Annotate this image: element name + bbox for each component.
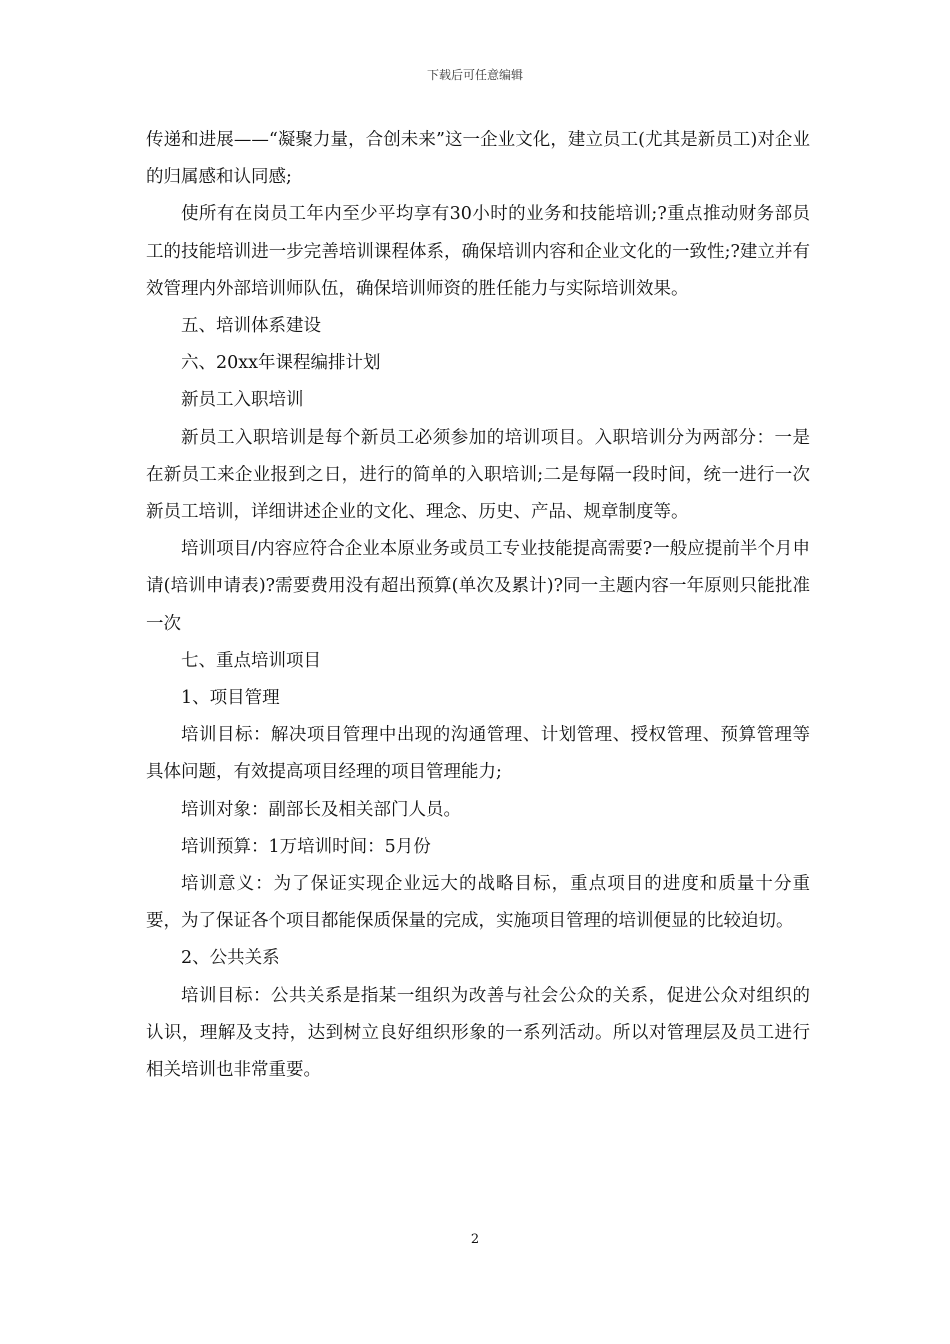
page-header: 下载后可任意编辑 (426, 68, 523, 82)
paragraph-pm-budget: 培训预算：1万培训时间：5月份 (181, 836, 431, 857)
paragraph-training-goals: 使所有在岗员工年内至少平均享有30小时的业务和技能培训;?重点推动财务部员工的技能培训进一步完善培训课程体系，确保培训内容和企业文化的一致性;?建立并有效管理内外部培训师队伍，确保培训师资的胜任能力与实际培训效果。 (146, 204, 810, 299)
heading-section-7: 七、重点培训项目 (181, 650, 321, 671)
heading-section-6: 六、20xx年课程编排计划 (181, 353, 381, 374)
subheading-new-employee-training: 新员工入职培训 (181, 390, 304, 411)
paragraph-culture-continuation: 传递和进展——“凝聚力量，合创未来”这一企业文化，建立员工(尤其是新员工)对企业的归属感和认同感; (146, 130, 810, 188)
paragraph-pm-goal: 培训目标：解决项目管理中出现的沟通管理、计划管理、授权管理、预算管理等具体问题，有效提高项目经理的项目管理能力; (146, 725, 810, 783)
heading-section-5: 五、培训体系建设 (181, 316, 321, 337)
paragraph-pm-significance: 培训意义：为了保证实现企业远大的战略目标，重点项目的进度和质量十分重要，为了保证各个项目都能保质保量的完成，实施项目管理的培训便显的比较迫切。 (146, 874, 810, 932)
paragraph-pr-goal: 培训目标：公共关系是指某一组织为改善与社会公众的关系，促进公众对组织的认识，理解及支持，达到树立良好组织形象的一系列活动。所以对管理层及员工进行相关培训也非常重要。 (146, 985, 810, 1081)
paragraph-training-approval: 培训项目/内容应符合企业本原业务或员工专业技能提高需要?一般应提前半个月申请(培训申请表)?需要费用没有超出预算(单次及累计)?同一主题内容一年原则只能批准一次 (146, 539, 810, 634)
paragraph-new-employee-training: 新员工入职培训是每个新员工必须参加的培训项目。入职培训分为两部分：一是在新员工来企业报到之日，进行的简单的入职培训;二是每隔一段时间，统一进行一次新员工培训，详细讲述企业的文化、理念、历史、产品、规章制度等。 (146, 427, 810, 523)
paragraph-pm-audience: 培训对象：副部长及相关部门人员。 (181, 799, 461, 820)
document-body (146, 122, 810, 1089)
page-number: 2 (470, 1232, 480, 1247)
subheading-public-relations: 2、公共关系 (181, 948, 280, 969)
subheading-project-management: 1、项目管理 (181, 688, 280, 709)
